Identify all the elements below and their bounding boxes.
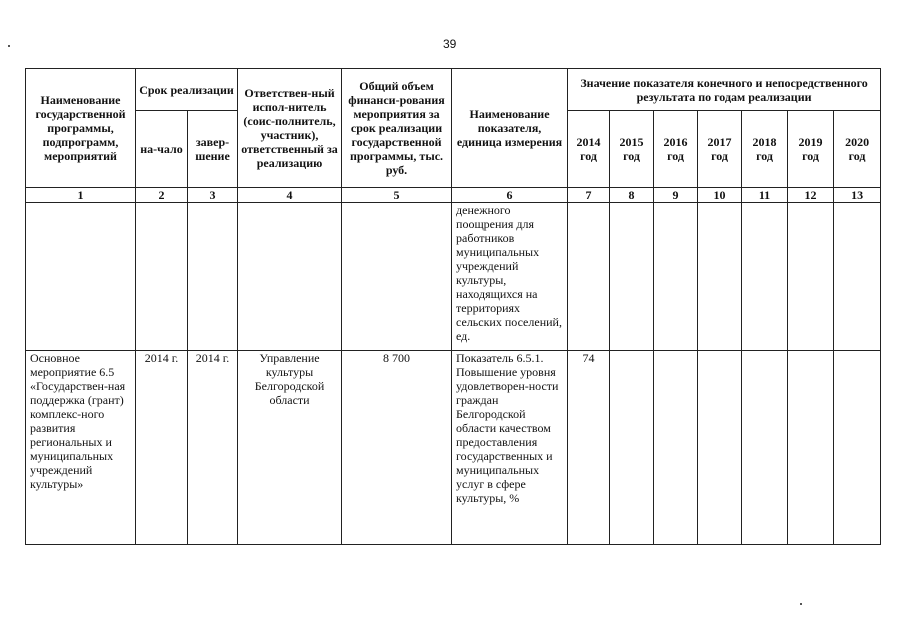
cell-value-2020 [834,203,881,351]
column-number: 10 [698,188,742,203]
column-number: 9 [654,188,698,203]
cell-value-2015 [610,351,654,545]
table-row [26,351,881,545]
column-number: 6 [452,188,568,203]
column-number: 11 [742,188,788,203]
cell-indicator: Показатель 6.5.1. Повышение уровня удовлетворен-ности граждан Белгородской области качеством предоставления государственных и муниципальных услуг в сфере культуры, % [452,351,568,545]
header-year-2014: 2014 год [568,111,610,188]
header-responsible: Ответствен-ный испол-нитель (соис-полнитель, участник), ответственный за реализацию [238,69,342,188]
cell-value-2016 [654,203,698,351]
cell-program-name: Основное мероприятие 6.5 «Государствен-ная поддержка (грант) комплекс-ного развития региональных и муниципальных учреждений культуры» [26,351,136,545]
header-term-end: завер-шение [188,111,238,188]
cell-value-2019 [788,351,834,545]
cell-program-name [26,203,136,351]
cell-start [136,203,188,351]
cell-start: 2014 г. [136,351,188,545]
column-number: 1 [26,188,136,203]
table-row [26,203,881,351]
program-table [25,68,881,545]
column-number: 13 [834,188,881,203]
cell-value-2018 [742,203,788,351]
column-number: 2 [136,188,188,203]
header-year-2016: 2016 год [654,111,698,188]
header-indicator: Наименование показателя, единица измерения [452,69,568,188]
header-values: Значение показателя конечного и непосредственного результата по годам реализации [568,69,881,111]
cell-value-2020 [834,351,881,545]
page-number: 39 [443,37,457,51]
cell-value-2015 [610,203,654,351]
column-number-row [26,188,881,203]
column-number: 3 [188,188,238,203]
header-funding: Общий объем финанси-рования мероприятия за срок реализации государственной программы, тыс. руб. [342,69,452,188]
column-number: 4 [238,188,342,203]
column-number: 12 [788,188,834,203]
cell-responsible: Управление культуры Белгородской области [238,351,342,545]
header-year-2015: 2015 год [610,111,654,188]
cell-value-2014 [568,203,610,351]
header-program-name: Наименование государственной программы, подпрограмм, мероприятий [26,69,136,188]
column-number: 5 [342,188,452,203]
cell-value-2017 [698,351,742,545]
cell-funding: 8 700 [342,351,452,545]
scan-speck [800,603,802,605]
cell-end [188,203,238,351]
column-number: 7 [568,188,610,203]
header-year-2020: 2020 год [834,111,881,188]
cell-value-2017 [698,203,742,351]
scan-speck [8,45,10,47]
column-number: 8 [610,188,654,203]
cell-value-2019 [788,203,834,351]
header-year-2017: 2017 год [698,111,742,188]
cell-value-2018 [742,351,788,545]
cell-value-2016 [654,351,698,545]
header-term-start: на-чало [136,111,188,188]
header-term: Срок реализации [136,69,238,111]
header-year-2019: 2019 год [788,111,834,188]
cell-responsible [238,203,342,351]
cell-end: 2014 г. [188,351,238,545]
header-year-2018: 2018 год [742,111,788,188]
cell-indicator: денежного поощрения для работников муниципальных учреждений культуры, находящихся на территориях сельских поселений, ед. [452,203,568,351]
header-row [26,69,881,111]
cell-funding [342,203,452,351]
cell-value-2014: 74 [568,351,610,545]
